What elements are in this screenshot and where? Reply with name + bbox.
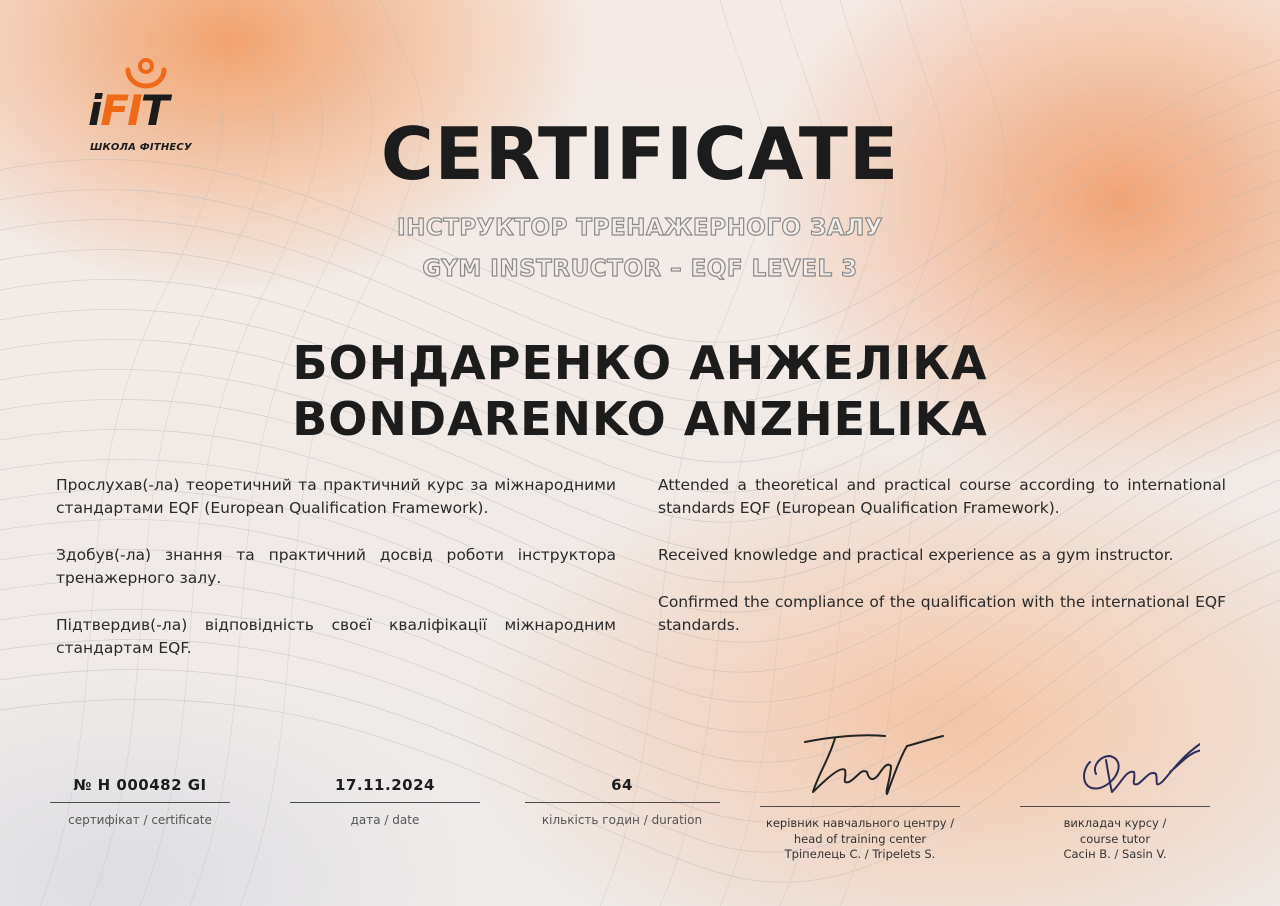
head-signature-line bbox=[760, 806, 960, 807]
course-title-uk: ІНСТРУКТОР ТРЕНАЖЕРНОГО ЗАЛУ bbox=[397, 215, 883, 241]
duration-underline bbox=[525, 802, 720, 803]
date-caption: дата / date bbox=[350, 813, 420, 827]
duration-field bbox=[522, 776, 722, 828]
logo-wordmark: iFIT bbox=[88, 86, 168, 135]
certificate-number-underline bbox=[50, 802, 230, 803]
recipient-name-uk: БОНДАРЕНКО АНЖЕЛІКА bbox=[292, 336, 988, 390]
body-text-uk bbox=[56, 474, 616, 684]
tutor-title-line2: course tutor bbox=[1079, 831, 1151, 846]
logo-subtitle: ШКОЛА ФІТНЕСУ bbox=[90, 142, 192, 153]
body-paragraph-uk-1: Прослухав(-ла) теоретичний та практичний курс за міжнародними стандартами EQF (European Qualification Framework). bbox=[56, 476, 616, 517]
certificate-number-caption: сертифікат / certificate bbox=[68, 813, 212, 827]
course-title-en: GYM INSTRUCTOR – EQF LEVEL 3 bbox=[422, 256, 858, 282]
duration-caption: кількість годин / duration bbox=[541, 813, 703, 827]
body-paragraph-en-1: Attended a theoretical and practical course according to international standards EQF (European Qualification Framework). bbox=[658, 476, 1226, 517]
date-field bbox=[290, 776, 480, 828]
tutor-signature-line bbox=[1020, 806, 1210, 807]
tutor-signature-block bbox=[1020, 722, 1210, 863]
body-text-en bbox=[658, 474, 1226, 661]
recipient-name-en: BONDARENKO ANZHELIKA bbox=[292, 392, 988, 446]
hours-value: 64 bbox=[611, 776, 633, 794]
issue-date: 17.11.2024 bbox=[335, 776, 435, 794]
tutor-title-line1: викладач курсу / bbox=[1063, 816, 1167, 830]
certificate-number-field bbox=[50, 776, 230, 828]
head-name: Трiпелець С. / Tripelets S. bbox=[784, 847, 936, 861]
body-paragraph-en-3: Confirmed the compliance of the qualification with the international EQF standards. bbox=[658, 593, 1226, 634]
head-title-line2: head of training center bbox=[793, 831, 927, 846]
body-paragraph-en-2: Received knowledge and practical experience as a gym instructor. bbox=[658, 546, 1174, 564]
body-paragraph-uk-2: Здобув(-ла) знання та практичний досвід роботи інструктора тренажерного залу. bbox=[56, 546, 616, 587]
date-underline bbox=[290, 802, 480, 803]
head-title-line1: керівник навчального центру / bbox=[765, 816, 955, 830]
certificate-title: CERTIFICATE bbox=[380, 112, 900, 196]
head-signature-block bbox=[760, 722, 960, 863]
tutor-name: Сасін В. / Sasin V. bbox=[1063, 847, 1167, 861]
head-signature-image bbox=[775, 722, 945, 802]
body-paragraph-uk-3: Підтвердив(-ла) відповідність своєї кваліфікації міжнародним стандартам EQF. bbox=[56, 616, 616, 657]
tutor-signature-image bbox=[1030, 722, 1200, 802]
certificate-number: № H 000482 GI bbox=[73, 776, 207, 794]
